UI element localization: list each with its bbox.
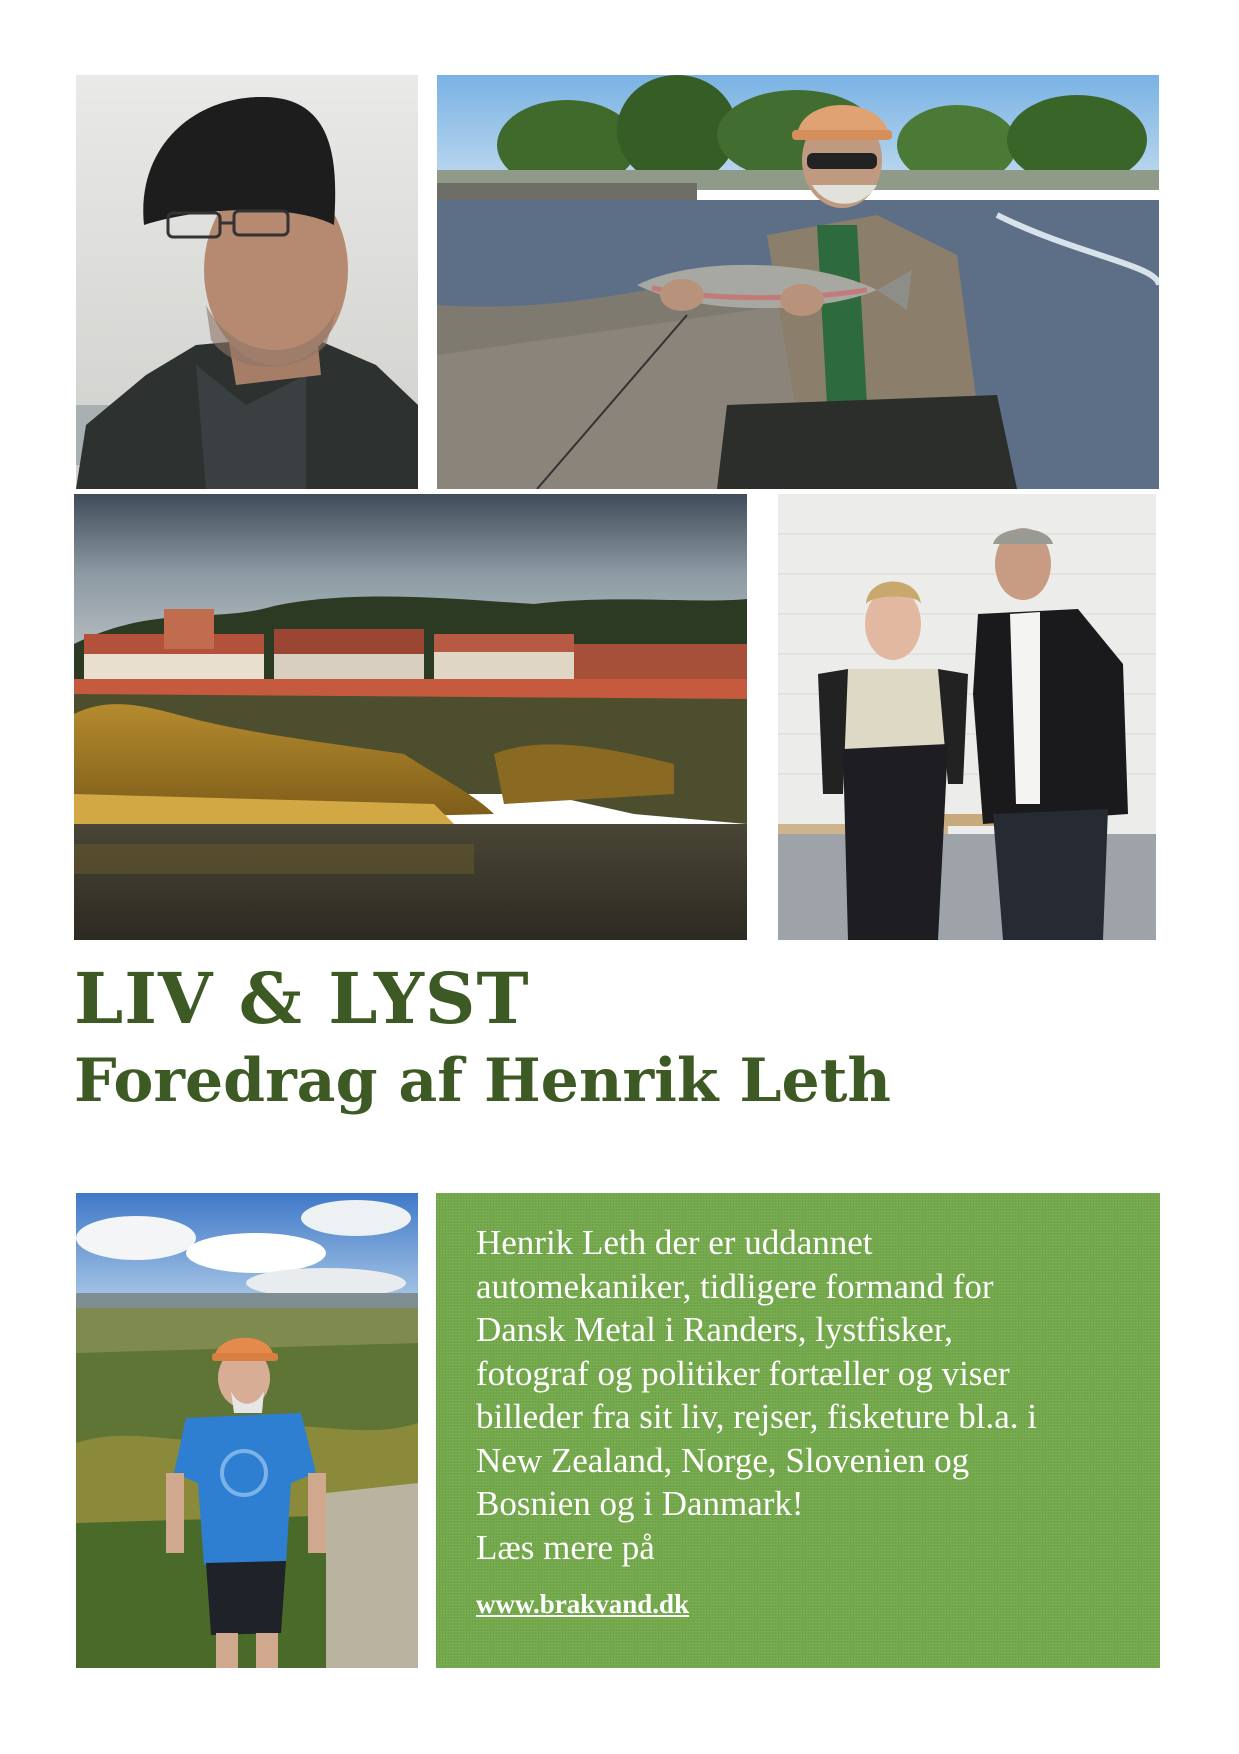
info-box bbox=[436, 1193, 1160, 1668]
landscape-photo bbox=[74, 494, 747, 940]
fishing-photo bbox=[437, 75, 1159, 489]
info-description: Henrik Leth der er uddannet automekaniker, tidligere formand for Dansk Metal i Randers, lystfisker, fotograf og politiker fortæller og viser billeder fra sit liv, rejser, fisketure bl.a. i New Zealand, Norge, Slovenien og Bosnien og i Danmark! Læs mere på bbox=[476, 1223, 1037, 1567]
title-line-1: LIV & LYST bbox=[74, 957, 530, 1040]
hiker-photo bbox=[76, 1193, 418, 1668]
portrait-photo bbox=[76, 75, 418, 489]
website-link[interactable]: www.brakvand.dk bbox=[476, 1589, 690, 1619]
poster-title bbox=[74, 955, 1174, 1119]
title-line-2: Foredrag af Henrik Leth bbox=[74, 1046, 892, 1116]
couple-photo bbox=[778, 494, 1156, 940]
